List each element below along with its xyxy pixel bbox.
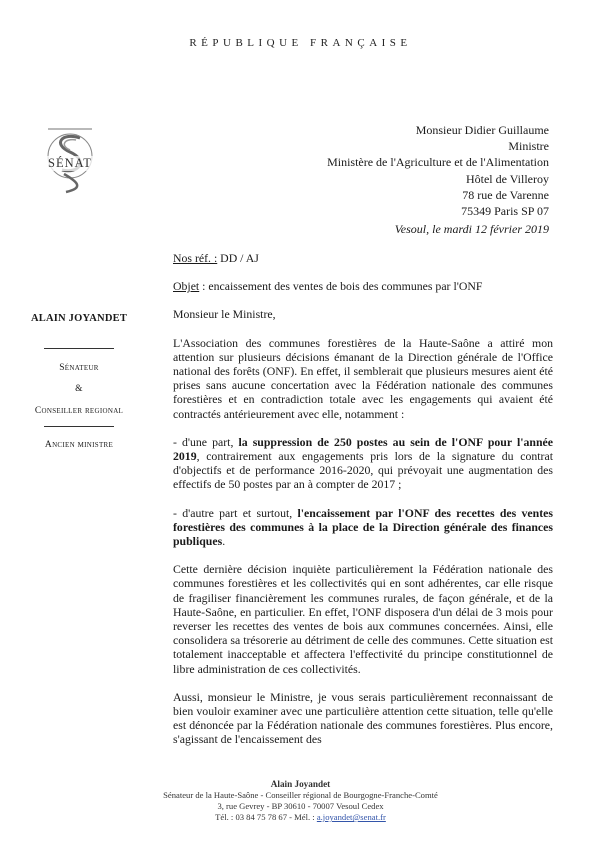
paragraph — [173, 435, 553, 492]
senat-logo-text: SÉNAT — [40, 156, 100, 171]
letter-date: Vesoul, le mardi 12 février 2019 — [394, 222, 549, 236]
footer-email-link[interactable]: a.joyandet@senat.fr — [316, 812, 386, 822]
reference-line — [173, 251, 553, 265]
subject-label: Objet — [173, 279, 200, 294]
paragraph-emphasis: la suppression de 250 postes au sein de l'ONF pour l'année 2019 — [173, 434, 553, 464]
sender-sidebar — [24, 313, 134, 450]
paragraph-emphasis: l'encaissement par l'ONF des recettes des ventes forestières des communes à la place de la Direction générale des finances publiques — [173, 505, 553, 549]
recipient-line: Ministre — [508, 139, 549, 154]
sender-name: ALAIN JOYANDET — [30, 313, 128, 324]
subject-value: : encaissement des ventes de bois des communes par l'ONF — [199, 279, 483, 294]
recipient-line: Monsieur Didier Guillaume — [415, 123, 549, 137]
paragraph-text: , contrairement aux engagements pris lors de la signature du contrat d'objectifs et de performance 2016-2020, qui prévoyait une augmentation des effectifs de 50 postes par an à compter de 2017 ; — [173, 449, 553, 492]
page-header — [0, 37, 601, 49]
footer-phone: Tél. : 03 84 75 78 67 - Mél. : — [215, 812, 317, 822]
paragraph: L'Association des communes forestières de la Haute-Saône a attiré mon attention sur plusieurs décisions émanant de la Direction générale de l'Office national des forêts (ONF). En effet, il semblerait que plusieurs mesures aient été prises sans aucune concertation avec la Fédération nationale des communes forestières et en contradiction totale avec les engagements qui avaient été contractés antérieurement avec elle, notamment : — [173, 335, 553, 421]
subject-line — [173, 279, 553, 293]
recipient-line: 75349 Paris SP 07 — [461, 204, 549, 219]
recipient-line: Ministère de l'Agriculture et de l'Alimentation — [327, 155, 549, 170]
sender-role: Ancien ministre — [44, 440, 114, 450]
senat-logo — [40, 126, 100, 196]
paragraph — [173, 506, 553, 549]
sender-role: Sénateur — [59, 363, 99, 373]
reference-value: DD / AJ — [217, 251, 259, 265]
paragraph-text: - d'autre part et surtout, — [173, 505, 298, 520]
recipient-address — [327, 122, 549, 219]
reference-label: Nos réf. : — [173, 251, 218, 265]
sender-role-separator: & — [75, 384, 83, 394]
header-title: RÉPUBLIQUE FRANÇAISE — [189, 37, 412, 49]
paragraph: Aussi, monsieur le Ministre, je vous serais particulièrement reconnaissant de bien vouloir examiner avec une particulière attention cette situation, telle qu'elle est dénoncée par la Fédération nationale des communes forestières. Plus encore, s'agissant de l'encaissement des — [173, 689, 553, 747]
footer-contact — [0, 812, 601, 823]
letter-body — [173, 251, 553, 761]
sidebar-divider — [44, 348, 114, 349]
paragraph: Cette dernière décision inquiète particulièrement la Fédération nationale des communes forestières et les collectivités qui en sont adhérentes, car elle risque de fragiliser financièrement les communes rurales, de façon générale, et de la Haute-Saône, en particulier. En effet, l'ONF disposera d'un délai de 3 mois pour reverser les recettes des ventes de bois aux communes concernées. Ainsi, elle consolidera sa trésorerie au détriment de celle des communes. Cette situation est totalement inacceptable et affectera l'effectivité du principe constitutionnel de libre administration de ces collectivités. — [173, 562, 553, 676]
sidebar-divider — [44, 426, 114, 427]
paragraph-text: - d'une part, — [173, 434, 239, 449]
recipient-line: 78 rue de Varenne — [462, 187, 549, 202]
footer-line: 3, rue Gevrey - BP 30610 - 70007 Vesoul Cedex — [217, 801, 384, 811]
page-footer — [0, 779, 601, 823]
footer-line: Sénateur de la Haute-Saône - Conseiller régional de Bourgogne-Franche-Comté — [163, 790, 438, 800]
sender-role: Conseiller regional — [34, 406, 124, 416]
salutation: Monsieur le Ministre, — [173, 307, 276, 322]
footer-name: Alain Joyandet — [270, 779, 331, 789]
recipient-line: Hôtel de Villeroy — [465, 171, 549, 186]
paragraph-text: . — [222, 534, 226, 549]
